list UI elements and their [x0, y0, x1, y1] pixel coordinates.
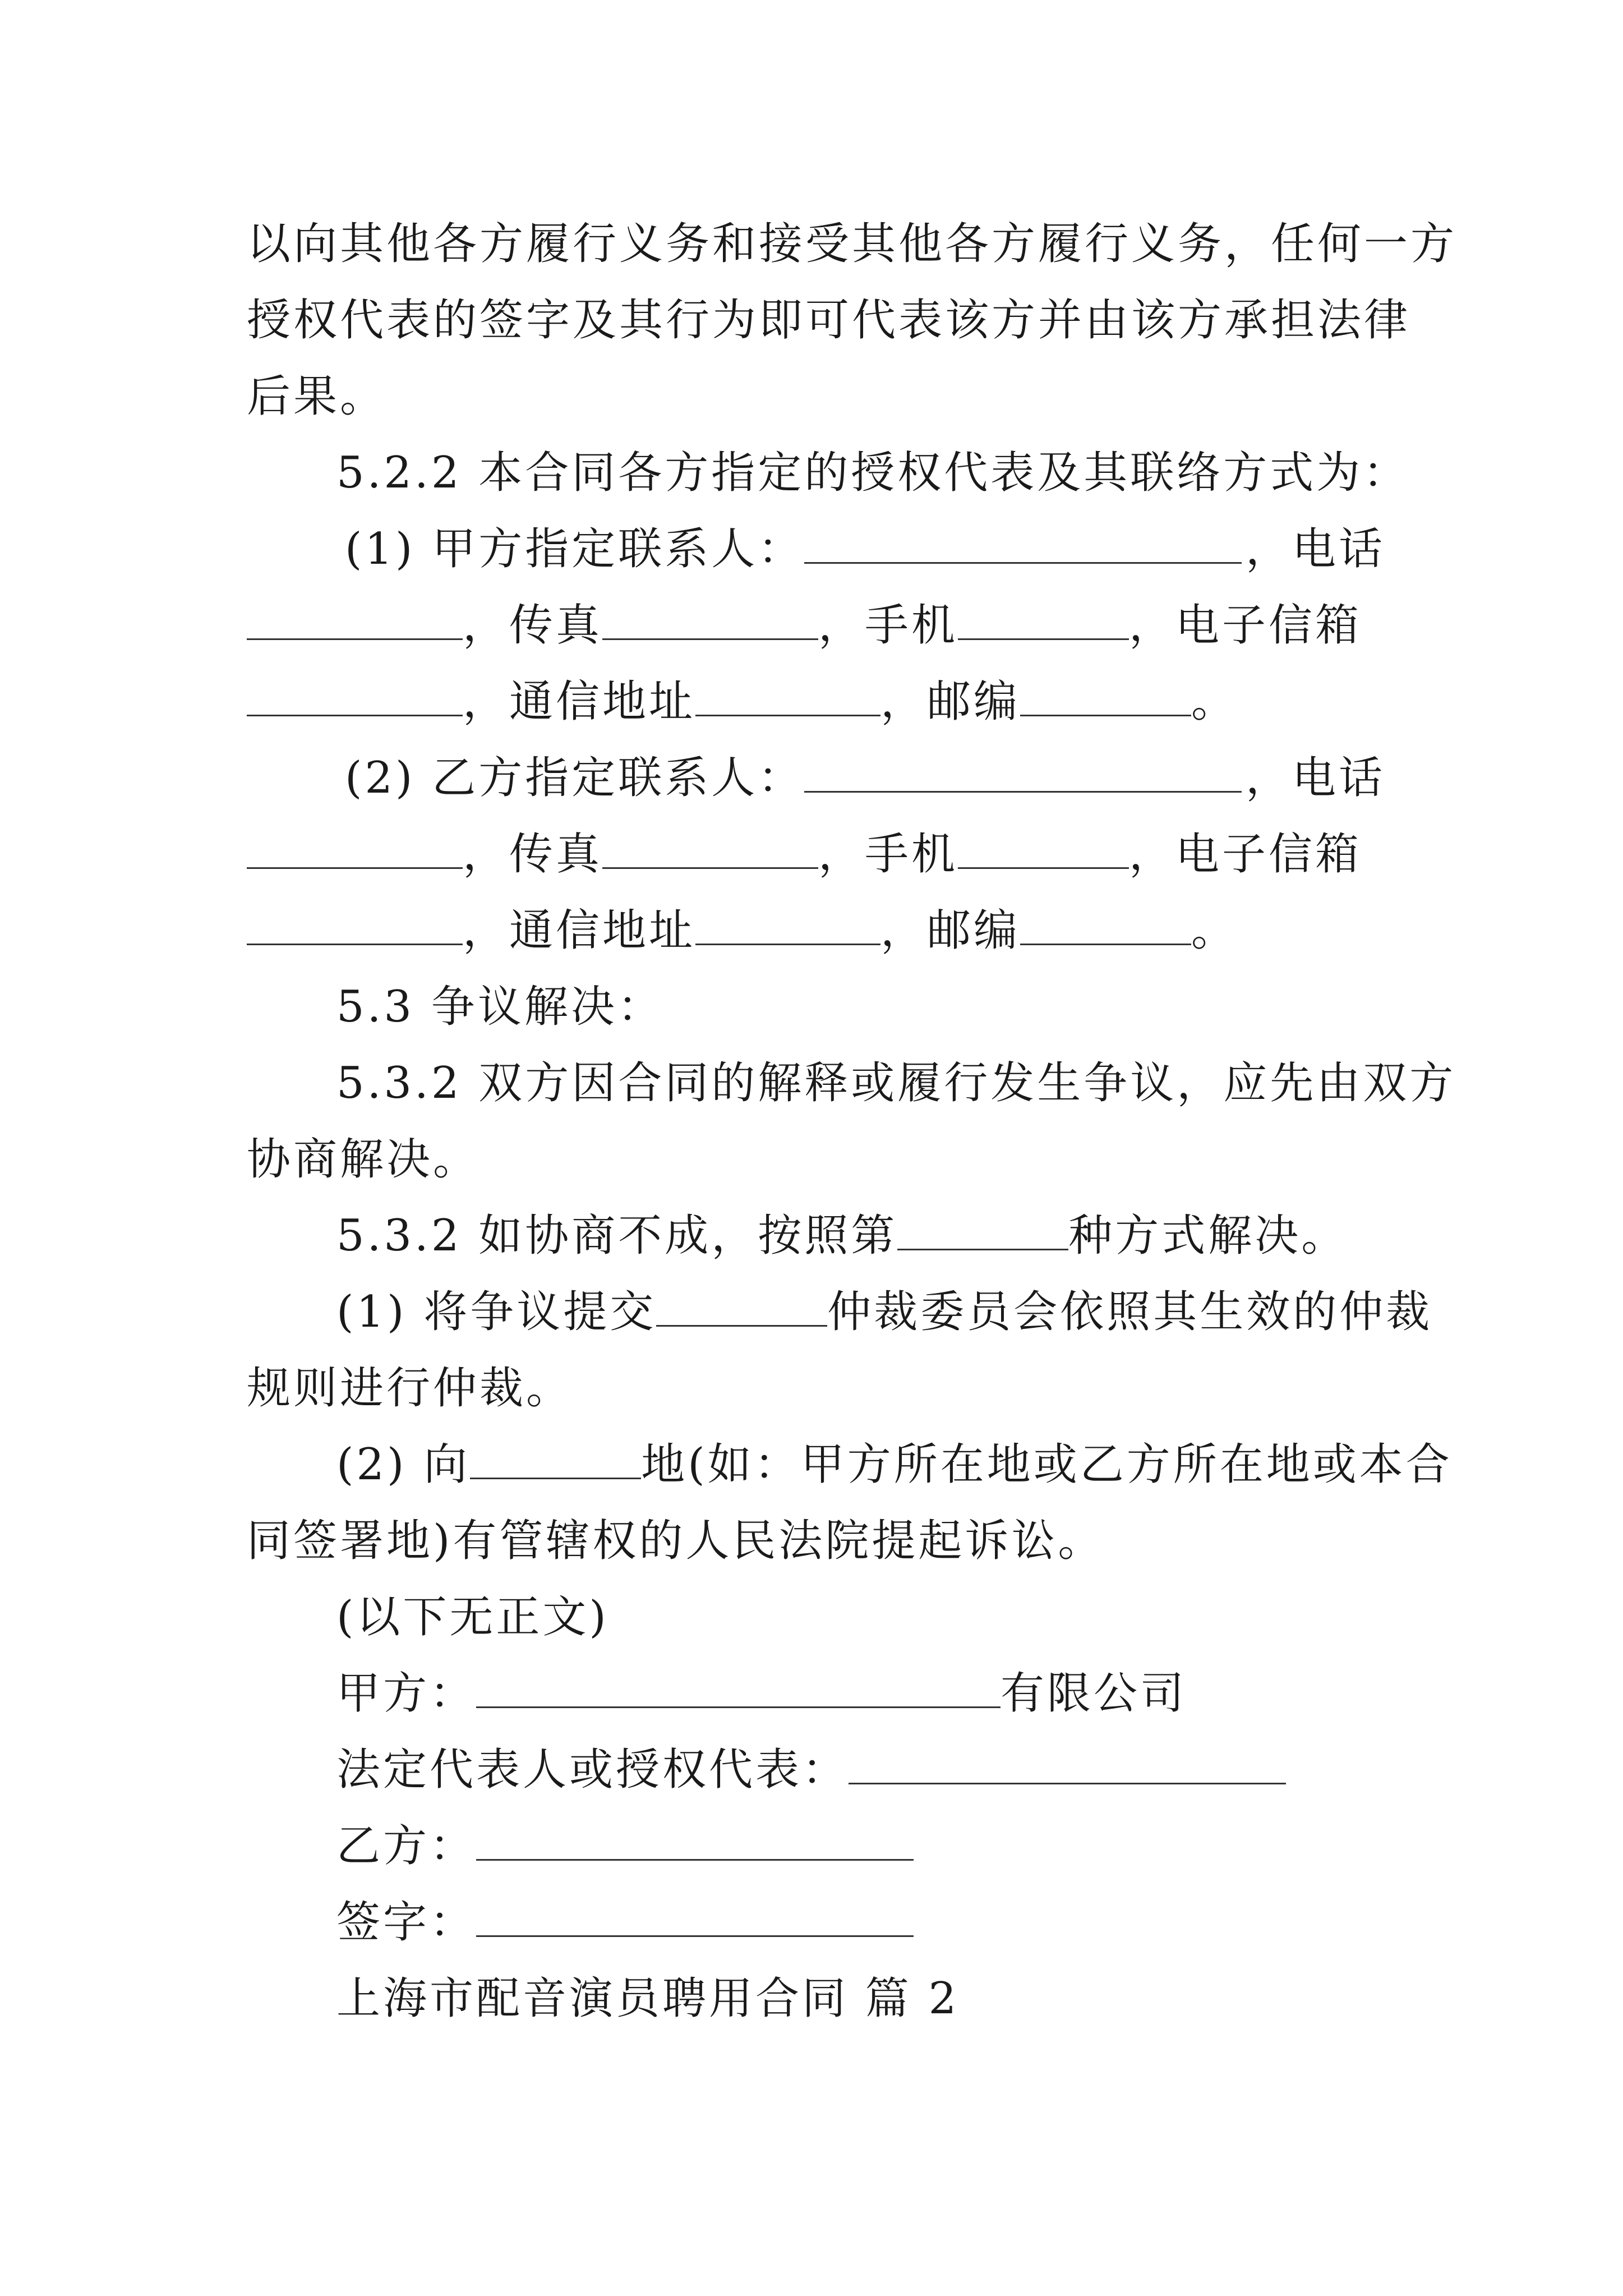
email-label: ，电子信箱 [1129, 600, 1362, 651]
email-blank [247, 907, 463, 945]
representative-line [336, 1739, 1385, 1801]
option-1-text-end: 仲裁委员会依照其生效的仲裁 [827, 1287, 1433, 1337]
method-text-end: 种方式解决。 [1068, 1211, 1348, 1261]
postcode-blank [1020, 678, 1191, 716]
party-a-label: 甲方： [336, 1668, 477, 1719]
mobile-blank [958, 601, 1129, 640]
body-line: 5.3.2 双方因合同的解释或履行发生争议，应先由双方 [336, 1058, 1456, 1108]
period: 。 [1191, 677, 1238, 727]
signature-label: 签字： [336, 1897, 477, 1948]
fax-blank [602, 830, 818, 869]
party-a-line [336, 1663, 1385, 1724]
contact-a-line-2 [247, 595, 1385, 656]
contact-a-line-1 [345, 518, 1385, 580]
body-line: 以向其他各方履行义务和接受其他各方履行义务，任何一方 [247, 219, 1458, 269]
court-location-blank [470, 1441, 641, 1479]
no-further-text: (以下无正文) [336, 1592, 609, 1642]
body-line: 同签署地)有管辖权的人民法院提起诉讼。 [247, 1516, 1105, 1566]
period: 。 [1191, 905, 1238, 956]
address-blank [695, 678, 880, 716]
mobile-label: ，手机 [818, 600, 958, 651]
postcode-label: ，邮编 [880, 677, 1021, 727]
address-label: ，通信地址 [463, 905, 696, 956]
address-label: ，通信地址 [463, 677, 696, 727]
contact-b-label: (2) 乙方指定联系人： [345, 753, 805, 803]
phone-blank [247, 830, 463, 869]
contact-b-line-1 [345, 747, 1385, 809]
representative-blank [849, 1746, 1286, 1784]
email-blank [247, 678, 463, 716]
fax-blank [602, 601, 818, 640]
phone-label: ，电话 [1245, 753, 1385, 803]
method-line [336, 1205, 1385, 1267]
phone-label: ，电话 [1245, 524, 1385, 574]
option-1-text: (1) 将争议提交 [336, 1287, 657, 1337]
email-label: ，电子信箱 [1129, 829, 1362, 880]
contact-b-line-3 [247, 900, 1385, 961]
option-1-line [336, 1281, 1433, 1343]
contact-b-line-2 [247, 823, 1385, 885]
mobile-blank [958, 830, 1129, 869]
section-heading-5-3: 5.3 争议解决： [336, 982, 664, 1032]
option-2-text: (2) 向 [336, 1439, 471, 1490]
arbitration-blank [656, 1288, 827, 1327]
contact-b-name-blank [804, 754, 1242, 793]
next-contract-title: 上海市配音演员聘用合同 篇 2 [336, 1973, 960, 2024]
postcode-blank [1020, 907, 1191, 945]
method-text: 5.3.2 如协商不成，按照第 [336, 1211, 898, 1261]
address-blank [695, 907, 880, 945]
option-2-text-end: 地(如：甲方所在地或乙方所在地或本合 [641, 1439, 1453, 1490]
body-line: 后果。 [247, 371, 387, 422]
party-a-blank [476, 1669, 1000, 1708]
signature-blank [476, 1898, 914, 1937]
option-2-line [336, 1434, 1453, 1496]
postcode-label: ，邮编 [880, 905, 1021, 956]
contact-a-label: (1) 甲方指定联系人： [345, 524, 805, 574]
mobile-label: ，手机 [818, 829, 958, 880]
party-b-blank [476, 1822, 914, 1861]
contact-a-name-blank [804, 525, 1242, 564]
party-a-suffix: 有限公司 [1000, 1668, 1187, 1719]
section-heading-5-2-2: 5.2.2 本合同各方指定的授权代表及其联络方式为： [336, 448, 1410, 498]
representative-label: 法定代表人或授权代表： [336, 1745, 849, 1795]
body-line: 授权代表的签字及其行为即可代表该方并由该方承担法律 [247, 295, 1411, 346]
contact-a-line-3 [247, 671, 1385, 733]
fax-label: ，传真 [463, 829, 603, 880]
body-line: 协商解决。 [247, 1134, 480, 1185]
party-b-label: 乙方： [336, 1821, 477, 1871]
method-blank [897, 1212, 1068, 1250]
fax-label: ，传真 [463, 600, 603, 651]
phone-blank [247, 601, 463, 640]
party-b-line [336, 1815, 1385, 1877]
body-line: 规则进行仲裁。 [247, 1363, 573, 1414]
signature-line [336, 1892, 1385, 1953]
